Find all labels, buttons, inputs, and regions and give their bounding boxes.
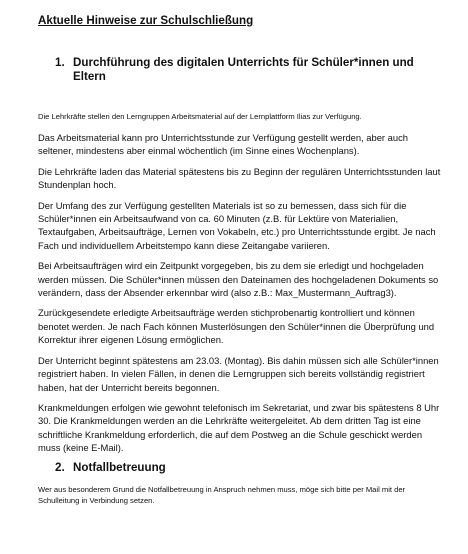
section-title-1: Durchführung des digitalen Unterrichts für Schüler*innen und Eltern	[73, 56, 414, 83]
section-title-2: Notfallbetreuung	[73, 460, 166, 474]
paragraph-assignments: Bei Arbeitsaufträgen wird ein Zeitpunkt vorgegeben, bis zu dem sie erledigt und hochgeladen werden müssen. Die Schüler*innen müssen den Dateinamen des hochgeladenen Dokuments so verändern, dass der Absender erkennbar wird (also z.B.: Max_Mustermann_Auftrag3).	[38, 260, 439, 299]
paragraph-intro: Die Lehrkräfte stellen den Lerngruppen Arbeitsmaterial auf der Lernplattform Ilias zur Verfügung.	[38, 112, 362, 121]
paragraph-workload: Der Umfang des zur Verfügung gestellten Materials ist so zu bemessen, dass sich für die Schüler*innen ein Arbeitsaufwand von ca. 60 Minuten (z.B. für Lektüre von Materialien, Textaufgaben, Arbeitsaufträge, Lernen von Vokabeln, etc.) pro Unterrichtsstunde ergibt. Je nach Fach und individuellem Arbeitstempo kann diese Zeitangabe variieren.	[38, 199, 436, 251]
paragraph-grading: Zurückgesendete erledigte Arbeitsaufträge werden stichprobenartig kontrolliert und können benotet werden. Je nach Fach können Musterlösungen den Schüler*innen die Überprüfung und Korrektur ihrer eigenen Lösung ermöglichen.	[38, 307, 435, 346]
section-heading-1	[55, 56, 442, 84]
section-heading-2	[55, 461, 442, 475]
paragraph-start-date: Der Unterricht beginnt spätestens am 23.03. (Montag). Bis dahin müssen sich alle Schüler*innen registriert haben. In vielen Fällen, in denen die Lerngruppen sich bereits vollständig registriert haben, hat der Unterricht bereits begonnen.	[38, 354, 439, 393]
paragraph-upload-deadline: Die Lehrkräfte laden das Material spätestens bis zu Beginn der regulären Unterrichtsstunden laut Stundenplan hoch.	[38, 165, 441, 191]
paragraph-material-frequency: Das Arbeitsmaterial kann pro Unterrichtsstunde zur Verfügung gestellt werden, aber auch seltener, mindestens aber einmal wöchentlich (im Sinne eines Wochenplans).	[38, 132, 408, 157]
section-number-2: 2.	[55, 460, 65, 474]
paragraph-emergency-care: Wer aus besonderem Grund die Notfallbetreuung in Anspruch nehmen muss, möge sich bitte per Mail mit der Schulleitung in Verbindung setzen.	[38, 484, 406, 505]
paragraph-sick-notes: Krankmeldungen erfolgen wie gewohnt telefonisch im Sekretariat, und zwar bis spätestens 8 Uhr 30. Die Krankmeldungen werden an die Lehrkräfte weitergeleitet. Ab dem dritten Tag ist eine schriftliche Krankmeldung erforderlich, die auf dem Postweg an die Schule geschickt werden muss (keine E-Mail).	[38, 401, 440, 454]
document-title: Aktuelle Hinweise zur Schulschließung	[38, 14, 254, 27]
section-number-1: 1.	[55, 56, 65, 69]
